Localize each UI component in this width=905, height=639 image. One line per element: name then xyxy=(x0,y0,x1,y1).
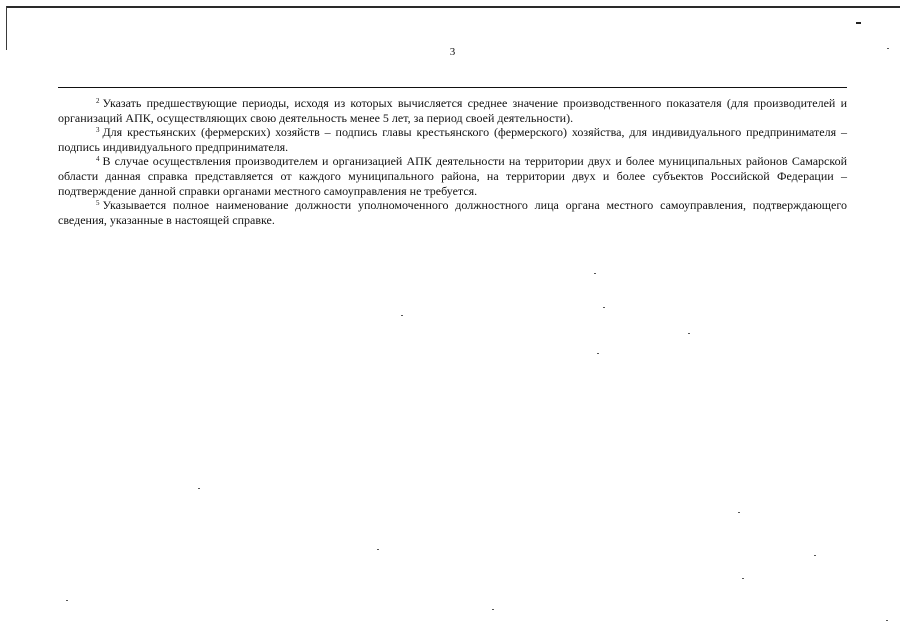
footnote-2 xyxy=(58,96,847,125)
footnote-marker: 4 xyxy=(96,155,100,164)
scan-speck xyxy=(688,333,690,334)
footnote-text: В случае осуществления производителем и организацией АПК деятельности на территории двух и более муниципальных районов Самарской области данная справка представляется от каждого муниципального района, на территории двух и более субъектов Российской Федерации – подтверждение данной справки органами местного самоуправления не требуется. xyxy=(58,154,847,198)
scan-speck xyxy=(742,578,744,579)
scan-speck xyxy=(492,609,494,610)
scan-mark xyxy=(856,22,861,24)
footnote-text: Указать предшествующие периоды, исходя из которых вычисляется среднее значение производственного показателя (для производителей и организаций АПК, осуществляющих свою деятельность менее 5 лет, за период своей деятельности). xyxy=(58,96,847,125)
scan-speck xyxy=(603,307,605,308)
footnote-text: Указывается полное наименование должности уполномоченного должностного лица органа местного самоуправления, подтверждающего сведения, указанные в настоящей справке. xyxy=(58,198,847,227)
scan-border-top xyxy=(6,6,900,8)
scan-speck xyxy=(738,512,740,513)
scan-speck xyxy=(594,273,596,274)
footnote-text: Для крестьянских (фермерских) хозяйств – подпись главы крестьянского (фермерского) хозяйства, для индивидуального предпринимателя – подпись индивидуального предпринимателя. xyxy=(58,125,847,154)
footnote-marker: 3 xyxy=(96,126,100,135)
scan-speck xyxy=(66,600,68,601)
footnote-3 xyxy=(58,125,847,154)
scan-speck xyxy=(377,549,379,550)
scan-speck xyxy=(886,620,888,621)
footnote-4 xyxy=(58,154,847,198)
page-number: 3 xyxy=(449,46,456,58)
scan-speck xyxy=(198,488,200,489)
footnote-5 xyxy=(58,198,847,227)
scan-speck xyxy=(597,353,599,354)
scan-speck xyxy=(401,315,403,316)
scan-speck xyxy=(887,48,889,49)
footnote-marker: 2 xyxy=(96,97,100,105)
scan-border-left xyxy=(6,6,7,50)
scan-speck xyxy=(814,555,816,556)
footnotes-section xyxy=(58,96,847,227)
footnote-separator xyxy=(58,87,847,88)
footnote-marker: 5 xyxy=(96,199,100,208)
